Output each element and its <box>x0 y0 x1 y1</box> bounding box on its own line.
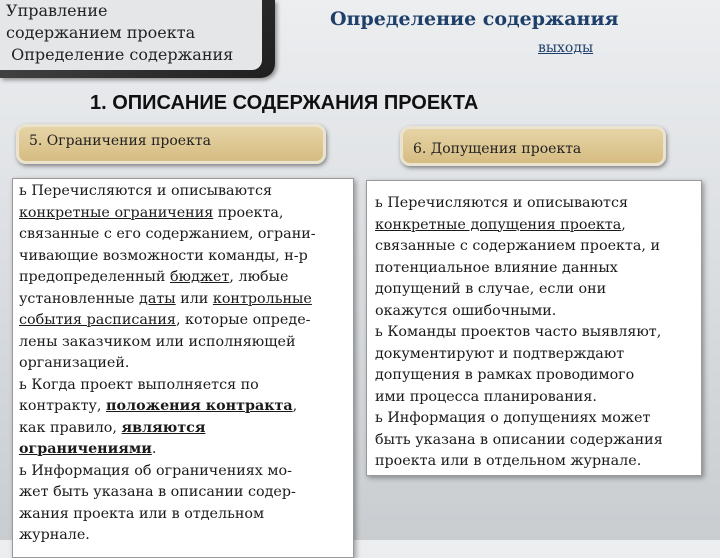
text-run: документируют и подтверждают <box>375 345 625 362</box>
constraints-panel <box>12 178 354 558</box>
text-run: жет быть указана в описании содер- <box>19 484 296 500</box>
right-panel-line <box>375 215 701 237</box>
right-panel-line <box>375 258 701 280</box>
context-tab <box>0 0 275 78</box>
constraints-label: 5. Ограничения проекта <box>16 124 326 164</box>
text-run: ими процесса планирования. <box>375 388 597 405</box>
right-panel-line <box>375 365 701 387</box>
text-run: окажутся ошибочными. <box>375 302 557 319</box>
left-panel-line <box>19 267 353 289</box>
left-panel-line <box>19 224 353 246</box>
left-panel-line <box>19 461 353 483</box>
right-panel-line <box>375 430 701 452</box>
text-run: ь Перечисляются и описываются <box>375 195 628 211</box>
text-run: , <box>621 216 626 233</box>
left-panel-line <box>19 246 353 268</box>
text-run: конкретные допущения проекта <box>375 216 622 233</box>
right-panel-line <box>375 301 701 323</box>
right-panel-line <box>375 193 701 215</box>
text-run: ь Информация об ограничениях мо- <box>19 462 292 479</box>
text-run: лены заказчиком или исполняющей <box>19 333 296 350</box>
text-run: . <box>151 441 157 457</box>
text-run: , которые опреде- <box>175 312 311 328</box>
left-panel-line <box>19 396 353 418</box>
right-panel-line <box>375 322 701 344</box>
text-run: установленные <box>19 290 140 307</box>
text-run: ь Когда проект выполняется по <box>19 376 259 393</box>
text-run: жания проекта или в отдельном <box>19 505 265 522</box>
text-run: ь Команды проектов часто выявляют, <box>375 324 662 340</box>
text-run: , любые <box>229 269 289 285</box>
outputs-link[interactable]: выходы <box>538 40 594 56</box>
assumptions-label: 6. Допущения проекта <box>400 126 666 166</box>
assumptions-panel <box>366 180 702 476</box>
right-panel-line <box>375 451 701 473</box>
text-run: контрольные <box>212 290 312 307</box>
context-line-3: Определение содержания <box>6 45 234 64</box>
text-run: потенциальное влияние данных <box>375 259 618 276</box>
text-run: допущений в случае, если они <box>375 281 607 297</box>
left-panel-line <box>19 203 353 225</box>
text-run: ь Перечисляются и описываются <box>19 183 272 199</box>
left-panel-line <box>19 482 353 504</box>
text-run: бюджет <box>170 269 230 285</box>
left-panel-line <box>19 504 353 526</box>
context-line-1: Управление <box>6 1 108 20</box>
right-panel-line <box>375 236 701 258</box>
right-panel-line <box>375 387 701 409</box>
text-run: конкретные ограничения <box>19 204 214 221</box>
text-run: проекта или в отдельном журнале. <box>375 453 642 469</box>
left-panel-line <box>19 375 353 397</box>
left-panel-line <box>19 289 353 311</box>
text-run: ь Информация о допущениях может <box>375 410 651 426</box>
text-run: события расписания <box>19 312 176 328</box>
context-line-2: содержанием проекта <box>6 23 196 42</box>
right-panel-line <box>375 408 701 430</box>
left-panel-line <box>19 418 353 440</box>
text-run: связанные с содержанием проекта, и <box>375 238 661 254</box>
left-panel-line <box>19 332 353 354</box>
left-panel-line <box>19 310 353 332</box>
text-run: допущения в рамках проводимого <box>375 367 635 383</box>
text-run: являются <box>121 419 206 436</box>
left-panel-line <box>19 525 353 547</box>
text-run: положения контракта <box>106 398 293 414</box>
section-heading: 1. ОПИСАНИЕ СОДЕРЖАНИЯ ПРОЕКТА <box>90 92 479 114</box>
text-run: контракту, <box>19 398 107 414</box>
text-run: организацией. <box>19 355 130 371</box>
text-run: даты <box>139 290 176 307</box>
right-panel-line <box>375 279 701 301</box>
left-panel-line <box>19 439 353 461</box>
text-run: , <box>292 398 298 414</box>
text-run: как правило, <box>19 419 122 436</box>
text-run: предопределенный <box>19 269 171 285</box>
text-run: ограничениями <box>19 441 152 457</box>
text-run: или <box>175 290 213 307</box>
text-run: связанные с его содержанием, ограни- <box>19 226 316 242</box>
right-panel-line <box>375 344 701 366</box>
text-run: чивающие возможности команды, н-р <box>19 247 308 264</box>
text-run: быть указана в описании содержания <box>375 431 663 448</box>
left-panel-line <box>19 353 353 375</box>
text-run: проекта, <box>213 204 284 221</box>
text-run: журнале. <box>19 527 90 543</box>
context-tab-inner <box>0 0 262 70</box>
slide-title: Определение содержания <box>330 8 619 30</box>
left-panel-line <box>19 181 353 203</box>
